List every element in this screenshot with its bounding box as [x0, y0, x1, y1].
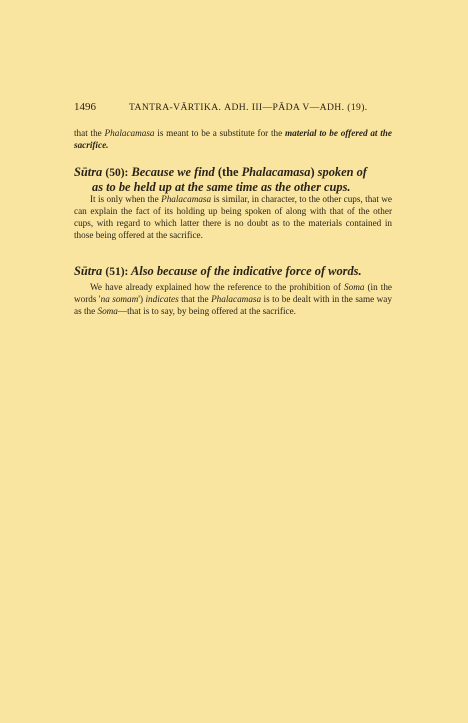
term-soma: Soma: [97, 306, 118, 316]
emphasis-run: indicates: [145, 294, 179, 304]
sutra-number: (50):: [105, 167, 129, 179]
running-title-work: TANTRA-VĀRTIKA.: [129, 102, 222, 113]
running-title: [129, 102, 368, 113]
term-soma: Soma: [344, 282, 365, 292]
page-number: 1496: [74, 101, 96, 113]
commentary-paragraph-51: [74, 281, 392, 317]
sutra-51-heading: [74, 264, 392, 279]
sutra-label: Sūtra: [74, 264, 103, 278]
continued-paragraph: [74, 127, 392, 151]
term-phalacamasa: Phalacamasa: [211, 294, 262, 304]
text-run: —that is to say, by being offered at the sacrifice.: [117, 306, 296, 316]
text-run: that the: [178, 294, 212, 304]
sutra-number: (51):: [105, 266, 129, 278]
sutra-text: Also because of the indicative force of words.: [128, 264, 362, 278]
sutra-text: (the: [217, 165, 242, 179]
running-header: [74, 101, 392, 113]
term-phalacamasa: Phalacamasa: [104, 128, 155, 138]
emphasis-run: material to be offered at the sacrifice.: [74, 128, 392, 150]
text-run: is to be dealt with in the same way as the: [74, 294, 392, 316]
quoted-phrase: na somam: [100, 294, 139, 304]
text-run: (in the words ': [74, 282, 393, 304]
sutra-text: Because we find: [128, 165, 218, 179]
sutra-text: spoken of: [314, 165, 367, 179]
sutra-text-line2: as to be held up at the same time as the other cups.: [92, 180, 351, 194]
text-run: is similar, in character, to the other cups, that we can explain the fact of its holding up being spoken of along with that of the other cups, with regard to which latter there is no doubt as to the materials contained in those being offered at the sacrifice.: [74, 194, 393, 240]
sutra-label: Sūtra: [74, 165, 103, 179]
text-run: is meant to be a substitute for the: [154, 128, 285, 138]
term-phalacamasa: Phalacamasa: [161, 194, 212, 204]
running-title-location: ADH. III—PĀDA V—ADH. (19).: [224, 102, 368, 113]
text-run: '): [138, 294, 146, 304]
sutra-text: Phalacamasa: [241, 165, 311, 179]
commentary-paragraph-50: [74, 193, 392, 241]
text-run: that the: [74, 128, 105, 138]
text-run: We have already explained how the reference to the prohibition of: [90, 282, 344, 292]
sutra-50-heading: [74, 165, 392, 194]
text-run: It is only when the: [90, 194, 162, 204]
sutra-text: ): [310, 165, 315, 179]
